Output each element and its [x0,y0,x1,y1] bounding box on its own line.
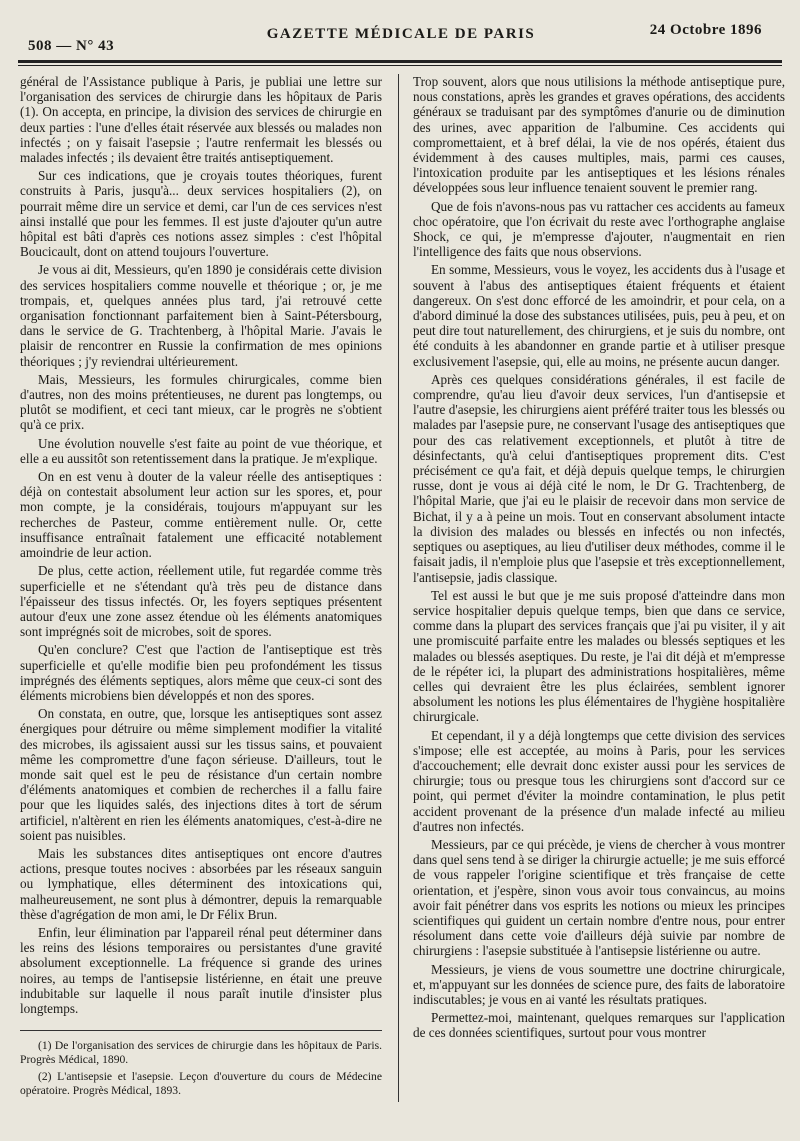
page-header [20,0,782,54]
paragraph: En somme, Messieurs, vous le voyez, les accidents dus à l'usage et souvent à l'abus des antiseptiques étaient fréquents et étaient dangereux. On s'est donc efforcé de les amoindrir, et pour cela, on a d'abord diminué la dose des substances utilisées, puis, peu à peu, et on peut dire tout naturellement, des chirurgiens, et je suis du nombre, ont été conduits à les abandonner en grande partie et à utiliser presque exclusivement l'asepsie, qui, elle au moins, ne présente aucun danger. [413,262,785,369]
paragraph: Une évolution nouvelle s'est faite au point de vue théorique, et elle a eu aussitôt son retentissement dans la pratique. Je m'explique. [20,435,382,466]
paragraph: Messieurs, je viens de vous soumettre une doctrine chirurgicale, et, m'appuyant sur les données de science pure, des faits de laboratoire indiscutables; je vous en ai vanté les résultats pratiques. [413,961,785,1007]
paragraph: On constata, en outre, que, lorsque les antiseptiques sont assez énergiques pour détruire ou même simplement modifier la vitalité des microbes, ils agissaient aussi sur les tissus sains, et pouvaient même les compromettre d'une façon sérieuse. D'ailleurs, tout le monde sait quel est le peu de résistance d'un certain nombre d'éléments anatomiques et combien de recherches il a fallu faire pour que les liquides salés, des injections dites à tort de sérum artificiel, n'altèrent en rien les éléments anatomiques, c'est-à-dire ne soient pas nuisibles. [20,706,382,843]
right-column [398,74,785,1102]
footnote-1: (1) De l'organisation des services de chirurgie dans les hôpitaux de Paris. Progrès Médical, 1890. [20,1039,382,1066]
paragraph: Que de fois n'avons-nous pas vu rattacher ces accidents au fameux choc opératoire, que l'on écrivait du reste avec l'orthographe anglaise Shock, ce qui, je m'empresse d'ajouter, n'augmentait en rien l'intelligence des faits que nous observions. [413,198,785,260]
journal-title: GAZETTE MÉDICALE DE PARIS [266,26,536,42]
paragraph: Tel est aussi le but que je me suis proposé d'atteindre dans mon service hospitalier depuis quelque temps, bien que dans ce service, comme dans la plupart des services français que j'ai pu visiter, il y ait une promiscuité parfaite entre les malades ou blessés septiques et les malades ou blessés aseptiques. Du reste, je l'ai dit déjà et m'empresse de le répéter ici, la plupart des administrations hospitalières, même celles qui devraient être les plus éclairées, semblent ignorer absolument les notions les plus élémentaires de l'hygiène hospitalière chirurgicale. [413,587,785,725]
header-rule [18,60,782,63]
left-column [20,74,398,1102]
issue-date: 24 Octobre 1896 [649,22,762,38]
paragraph: Enfin, leur élimination par l'appareil rénal peut déterminer dans les reins des lésions temporaires ou persistantes d'une gravité absolument exceptionnelle. La fréquence si grande des urines noires, au temps de l'antisepsie listérienne, en était une preuve indubitable sur laquelle il nous paraît inutile d'insister plus longtemps. [20,924,382,1016]
paragraph: De plus, cette action, réellement utile, fut regardée comme très superficielle et ne s'étendant qu'à très peu de distance dans l'épaisseur des tissus infectés. Or, les foyers septiques présentent autour d'eux une zone assez étendue où les éléments anatomiques sont imprégnés soit de microbes, soit de spores. [20,563,382,640]
footnotes [20,1030,382,1097]
paragraph: Je vous ai dit, Messieurs, qu'en 1890 je considérais cette division des services hospitaliers comme nouvelle et théorique ; or, je me trompais, et, quelques années plus tard, j'ai retrouvé cette organisation fonctionnant parfaitement bien à Saint-Pétersbourg, dans le service de G. Trachtenberg, à l'hôpital Marie. J'avais le plaisir de rencontrer en Russie la confirmation de mes opinions théoriques ; j'y reviendrai ultérieurement. [20,262,382,369]
paragraph: Trop souvent, alors que nous utilisions la méthode antiseptique pure, nous constations, après les grandes et graves opérations, des accidents généraux se traduisant par des symptômes d'anurie ou de diminution des urines, avec apparition de l'albumine. Ces accidents qui compromettaient, et à bref délai, la vie de nos opérés, étaient dus évidemment à des causes multiples, mais, parmi ces causes, l'intoxication produite par les antiseptiques et les lésions rénales développées sous leur influence tenaient souvent le premier rang. [413,74,785,196]
page-number: 508 — N° 43 [28,38,115,54]
paragraph: Mais, Messieurs, les formules chirurgicales, comme bien d'autres, non des moins prétentieuses, ne durent pas longtemps, ou plutôt se modifient, et ceci tant mieux, car le progrès ne s'obtient qu'à ce prix. [20,371,382,433]
two-column-body [20,74,786,1102]
paragraph: Qu'en conclure? C'est que l'action de l'antiseptique est très superficielle et qu'elle modifie bien peu profondément les tissus imprégnés des éléments septiques, alors même que ceux-ci sont des éléments microbiens bien développés et non des spores. [20,642,382,703]
paragraph: général de l'Assistance publique à Paris, je publiai une lettre sur l'organisation des services de chirurgie dans les hôpitaux de Paris (1). On accepta, en principe, la division des services de chirurgie en deux parties : l'une d'elles était réservée aux blessés ou malades non infectés ; on y faisait l'asepsie ; l'autre renfermait les blessés ou malades infectés ; ils devaient être traités antiseptiquement. [20,74,382,166]
paragraph: Sur ces indications, que je croyais toutes théoriques, furent construits à Paris, jusqu'à... deux services hospitaliers (2), on pourrait même dire un service et demi, car l'un de ces services n'est ainsi installé que pour les femmes. Il est juste d'ajouter qu'un autre hôpital est bâti d'après ces notions assez simples : c'est l'hôpital Boucicault, dont on attend toujours l'ouverture. [20,168,382,260]
paragraph: On en est venu à douter de la valeur réelle des antiseptiques : déjà on contestait absolument leur action sur les spores, et, pour mon compte, je la considérais, toujours m'appuyant sur les recherches de Pasteur, comme entièrement nulle. Or, cette insuffisance entraînait fatalement une efficacité notablement amoindrie de leur action. [20,469,382,561]
paragraph: Messieurs, par ce qui précède, je viens de chercher à vous montrer dans quel sens tend à se diriger la chirurgie actuelle; je me suis efforcé de vous rappeler l'origine scientifique et très française de cette orientation, et j'espère, sinon vous avoir tous convaincus, au moins avoir fait pénétrer dans vos esprits les notions ou mieux les principes scientifiques qui guident un certain nombre d'entre nous, pour entrer résolument dans cette voie d'ailleurs déjà suivie par nombre de chirurgiens : l'asepsie substituée à l'antisepsie listérienne ou autre. [413,836,785,959]
paragraph: Mais les substances dites antiseptiques ont encore d'autres actions, presque toutes nocives : absorbées par les réseaux sanguin ou lymphatique, elles déterminent des intoxications qui, malheureusement, ne sont plus à démontrer, depuis la remarquable thèse d'agrégation de mon ami, le Dr Félix Brun. [20,845,382,922]
paragraph: Après ces quelques considérations générales, il est facile de comprendre, qu'au lieu d'avoir deux services, l'un d'antisepsie et l'autre d'asepsie, les chirurgiens aient préféré traiter tous les blessés ou malades par l'asepsie pure, ne conservant l'usage des antiseptiques que pour des cas relativement exceptionnels, et plutôt à titre de désinfectants, qu'à celui d'antiseptiques proprement dits. C'est précisément ce qu'a fait, et déjà depuis quelque temps, le chirurgien russe, dont je vous ai déjà cité le nom, le Dr G. Trachtenberg, de l'hôpital Marie, que j'ai eu le plaisir de recevoir dans mon service de Bichat, il y a à peine un mois. Tout en conservant absolument intacte la division des malades ou blessés en infectés ou non infectés, septiques ou aseptiques, au lieu d'utiliser deux méthodes, comme il le faisait jadis, il n'emploie plus que l'asepsie et très exceptionnellement, l'antisepsie, jadis classique. [413,371,785,585]
paragraph: Permettez-moi, maintenant, quelques remarques sur l'application de ces données scientifiques, surtout pour vous montrer [413,1010,785,1041]
header-rule-thin [18,65,782,66]
footnote-2: (2) L'antisepsie et l'asepsie. Leçon d'ouverture du cours de Médecine opératoire. Progrès Médical, 1893. [20,1070,382,1097]
paragraph: Et cependant, il y a déjà longtemps que cette division des services s'impose; elle est acceptée, au moins à Paris, pour les services d'accouchement; elle devrait donc exister aussi pour les services de chirurgie; tous ou presque tous les chirurgiens sont d'accord sur ce point, qui permet d'éviter la moindre contamination, le plus petit accident provenant de la présence d'un malade infecté au milieu d'autres non infectés. [413,727,785,834]
